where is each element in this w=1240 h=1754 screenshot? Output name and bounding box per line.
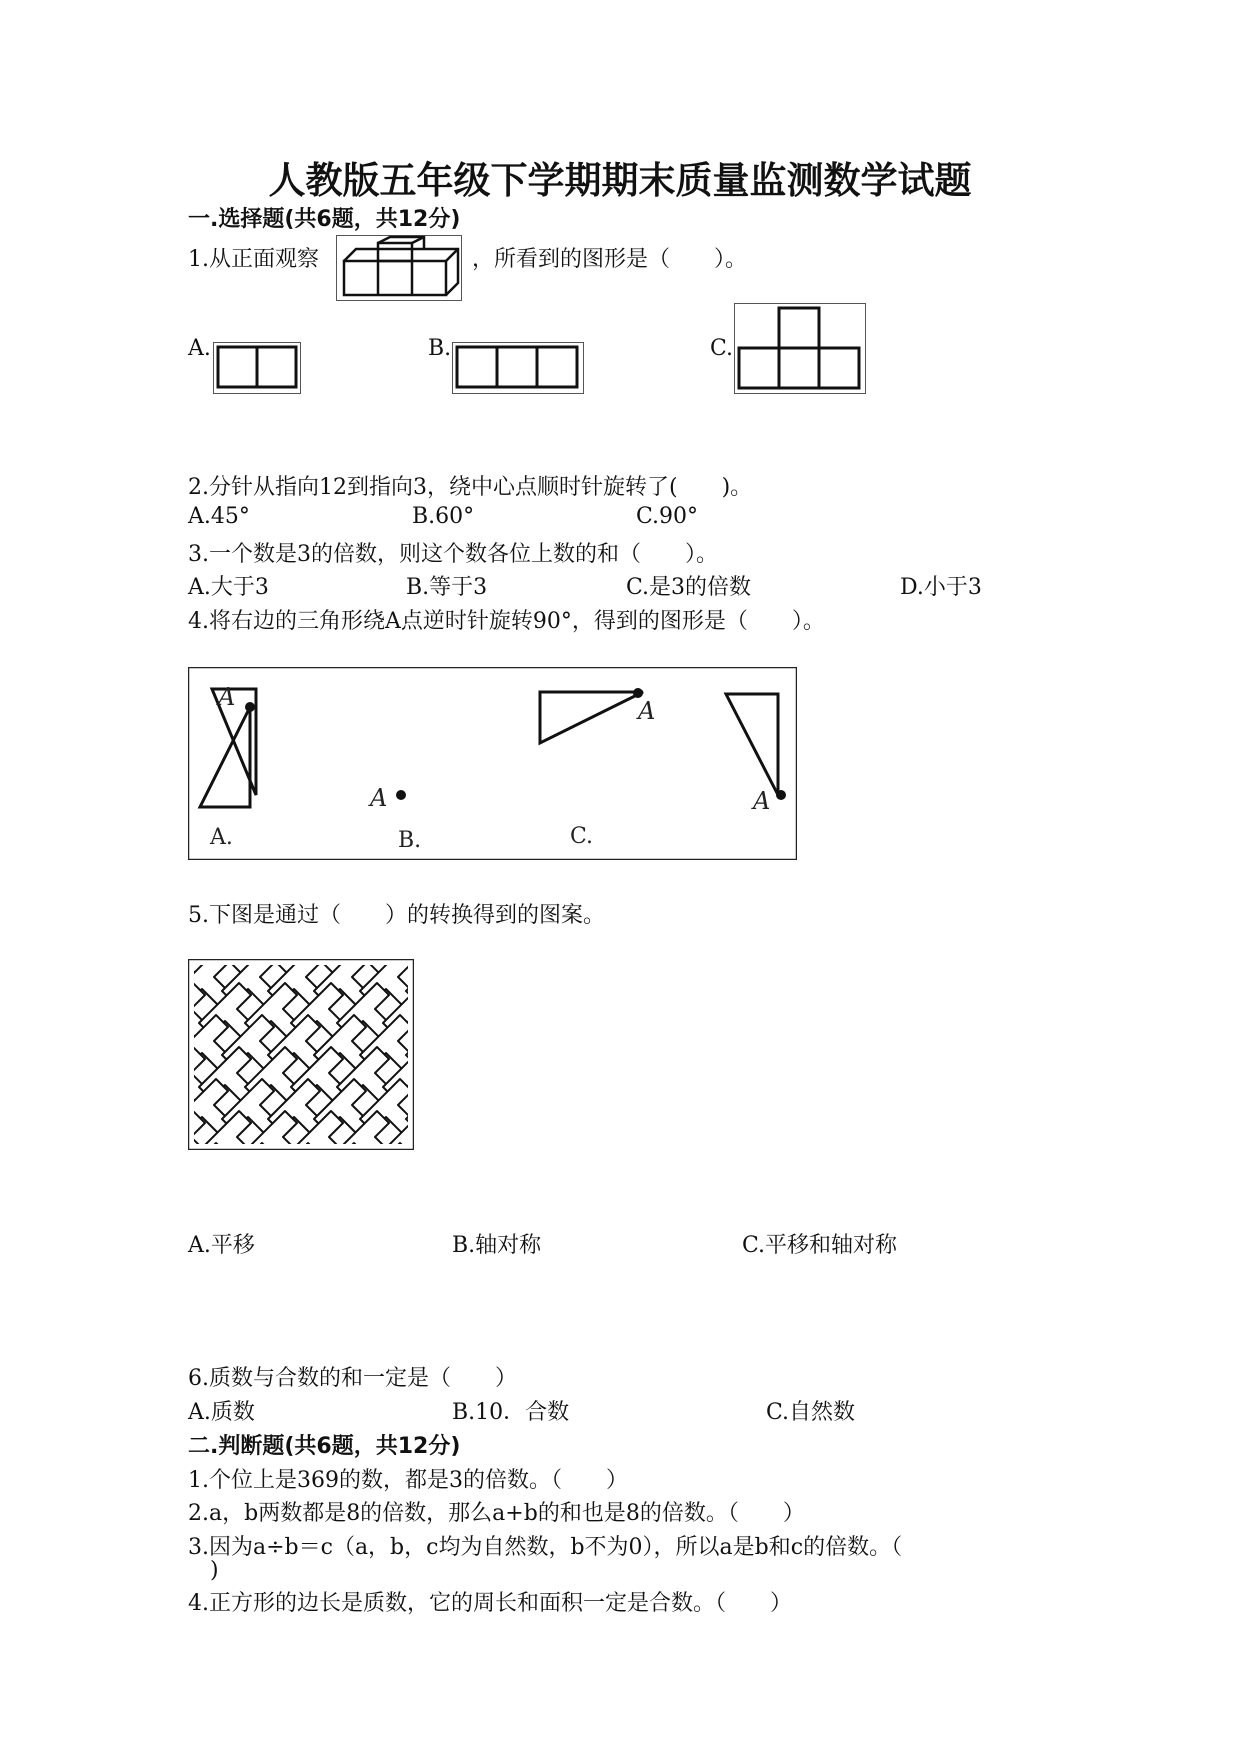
judge-item-4: 4.正方形的边长是质数，它的周长和面积一定是合数。（ ） bbox=[188, 1591, 792, 1616]
q5-option-a: A.平移 bbox=[188, 1233, 255, 1258]
q3-option-b: B.等于3 bbox=[406, 575, 488, 600]
q3-option-d: D.小于3 bbox=[900, 575, 982, 600]
q4-c-point-label: A bbox=[638, 697, 656, 725]
q6-option-b: B.10．合数 bbox=[452, 1400, 570, 1425]
q2-option-a: A.45° bbox=[188, 504, 250, 529]
q4-fig-label-c: C. bbox=[570, 824, 594, 849]
page-title: 人教版五年级下学期期末质量监测数学试题 bbox=[268, 159, 972, 202]
q5-pattern-figure bbox=[188, 959, 414, 1150]
q1-option-b-label: B. bbox=[428, 336, 452, 361]
q5-text: 5.下图是通过（ ）的转换得到的图案。 bbox=[188, 903, 605, 928]
q1-option-a-label: A. bbox=[188, 336, 211, 361]
q4-b-point-label: A bbox=[370, 784, 388, 812]
judge-item-3-cont: ) bbox=[188, 1558, 219, 1583]
q6-option-a: A.质数 bbox=[188, 1400, 255, 1425]
q4-b-point-a bbox=[396, 790, 406, 800]
judge-item-1: 1.个位上是369的数，都是3的倍数。（ ） bbox=[188, 1468, 628, 1493]
q5-option-b: B.轴对称 bbox=[452, 1233, 542, 1258]
section-1-heading: 一.选择题(共6题，共12分) bbox=[188, 207, 461, 232]
q1-suffix: ，所看到的图形是（ ）。 bbox=[472, 247, 748, 272]
judge-item-3: 3.因为a÷b＝c（a，b，c均为自然数，b不为0），所以a是b和c的倍数。（ bbox=[188, 1535, 903, 1560]
q4-fig-label-a: A. bbox=[210, 825, 233, 850]
q1-option-a-figure bbox=[213, 342, 301, 394]
q4-text: 4.将右边的三角形绕A点逆时针旋转90°，得到的图形是（ ）。 bbox=[188, 609, 825, 634]
q4-triangles-figure bbox=[188, 667, 797, 860]
q1-option-c-figure bbox=[734, 303, 866, 394]
q6-option-c: C.自然数 bbox=[766, 1400, 856, 1425]
q2-option-c: C.90° bbox=[636, 504, 699, 529]
q3-option-c: C.是3的倍数 bbox=[626, 575, 752, 600]
q4-fig-label-b: B. bbox=[398, 828, 422, 853]
q1-prefix: 1.从正面观察 bbox=[188, 247, 319, 272]
q3-option-a: A.大于3 bbox=[188, 575, 269, 600]
judge-item-2: 2.a，b两数都是8的倍数，那么a+b的和也是8的倍数。（ ） bbox=[188, 1501, 805, 1526]
q1-cube-figure bbox=[336, 235, 462, 301]
q5-option-c: C.平移和轴对称 bbox=[742, 1233, 898, 1258]
q4-d-point-label: A bbox=[753, 787, 771, 815]
q1-option-c-label: C. bbox=[710, 336, 734, 361]
q1-option-b-figure bbox=[452, 342, 584, 394]
q2-option-b: B.60° bbox=[412, 504, 475, 529]
q2-text: 2.分针从指向12到指向3，绕中心点顺时针旋转了( )。 bbox=[188, 475, 753, 500]
q3-text: 3.一个数是3的倍数，则这个数各位上数的和（ ）。 bbox=[188, 542, 718, 567]
section-2-heading: 二.判断题(共6题，共12分) bbox=[188, 1434, 461, 1459]
q4-a-point-label: A bbox=[218, 683, 236, 711]
q6-text: 6.质数与合数的和一定是（ ） bbox=[188, 1366, 517, 1391]
